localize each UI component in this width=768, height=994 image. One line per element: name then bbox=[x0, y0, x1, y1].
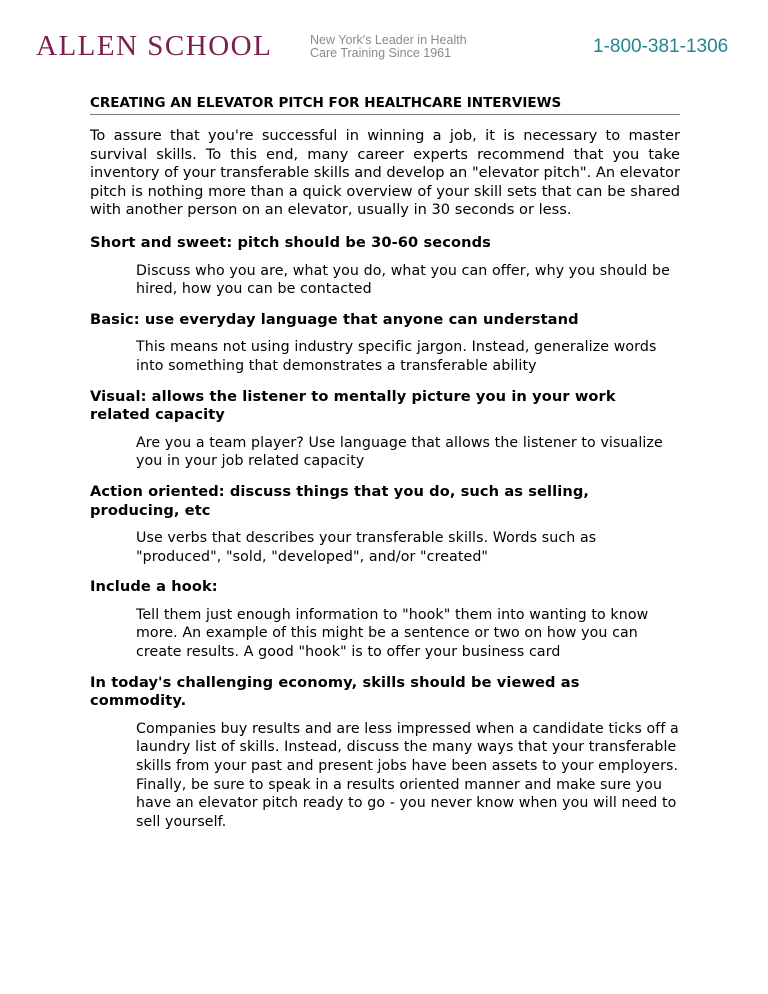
page-title: CREATING AN ELEVATOR PITCH FOR HEALTHCARE INTERVIEWS bbox=[90, 94, 680, 115]
section-heading: Include a hook: bbox=[90, 578, 218, 596]
section-visual bbox=[90, 388, 680, 471]
section-heading: Visual: allows the listener to mentally picture you in your work related capacity bbox=[90, 387, 616, 424]
section-include-hook bbox=[90, 578, 680, 661]
tagline-line-1: New York's Leader in Health bbox=[310, 33, 467, 47]
page-header bbox=[0, 0, 768, 80]
section-body: Tell them just enough information to "hook" them into wanting to know more. An example of this might be a sentence or two on how you can create results. A good "hook" is to offer your business card bbox=[136, 606, 649, 661]
section-short-and-sweet bbox=[90, 234, 680, 299]
section-body: This means not using industry specific jargon. Instead, generalize words into something that demonstrates a transferable ability bbox=[136, 339, 657, 374]
section-heading: In today's challenging economy, skills should be viewed as commodity. bbox=[90, 673, 580, 710]
section-basic bbox=[90, 311, 680, 376]
section-body: Discuss who you are, what you do, what you can offer, why you should be hired, how you can be contacted bbox=[136, 262, 670, 298]
tagline-line-2: Care Training Since 1961 bbox=[310, 46, 452, 60]
section-heading: Short and sweet: pitch should be 30-60 seconds bbox=[90, 233, 491, 251]
document-body bbox=[90, 94, 680, 843]
section-challenging-economy bbox=[90, 674, 680, 832]
phone-number: 1-800-381-1306 bbox=[593, 36, 729, 57]
tagline bbox=[310, 34, 467, 60]
section-heading: Action oriented: discuss things that you do, such as selling, producing, etc bbox=[90, 482, 590, 519]
section-action-oriented bbox=[90, 483, 680, 566]
section-body: Companies buy results and are less impressed when a candidate ticks off a laundry list of skills. Instead, discuss the many ways that your transferable skills from your past and present jobs have been assets to your employers. Finally, be sure to speak in a results oriented manner and make sure you have an elevator pitch ready to go - you never know when you will need to sell yourself. bbox=[136, 720, 679, 830]
section-body: Use verbs that describes your transferable skills. Words such as "produced", "sold, "developed", and/or "created" bbox=[136, 530, 597, 565]
intro-paragraph: To assure that you're successful in winning a job, it is necessary to master survival skills. To this end, many career experts recommend that you take inventory of your transferable skills and develop an "elevator pitch". An elevator pitch is nothing more than a quick overview of your skill sets that can be shared with another person on an elevator, usually in 30 seconds or less. bbox=[90, 127, 680, 219]
section-body: Are you a team player? Use language that allows the listener to visualize you in your job related capacity bbox=[136, 434, 663, 470]
section-heading: Basic: use everyday language that anyone can understand bbox=[90, 310, 579, 328]
allen-school-logo: ALLEN SCHOOL bbox=[36, 30, 273, 62]
